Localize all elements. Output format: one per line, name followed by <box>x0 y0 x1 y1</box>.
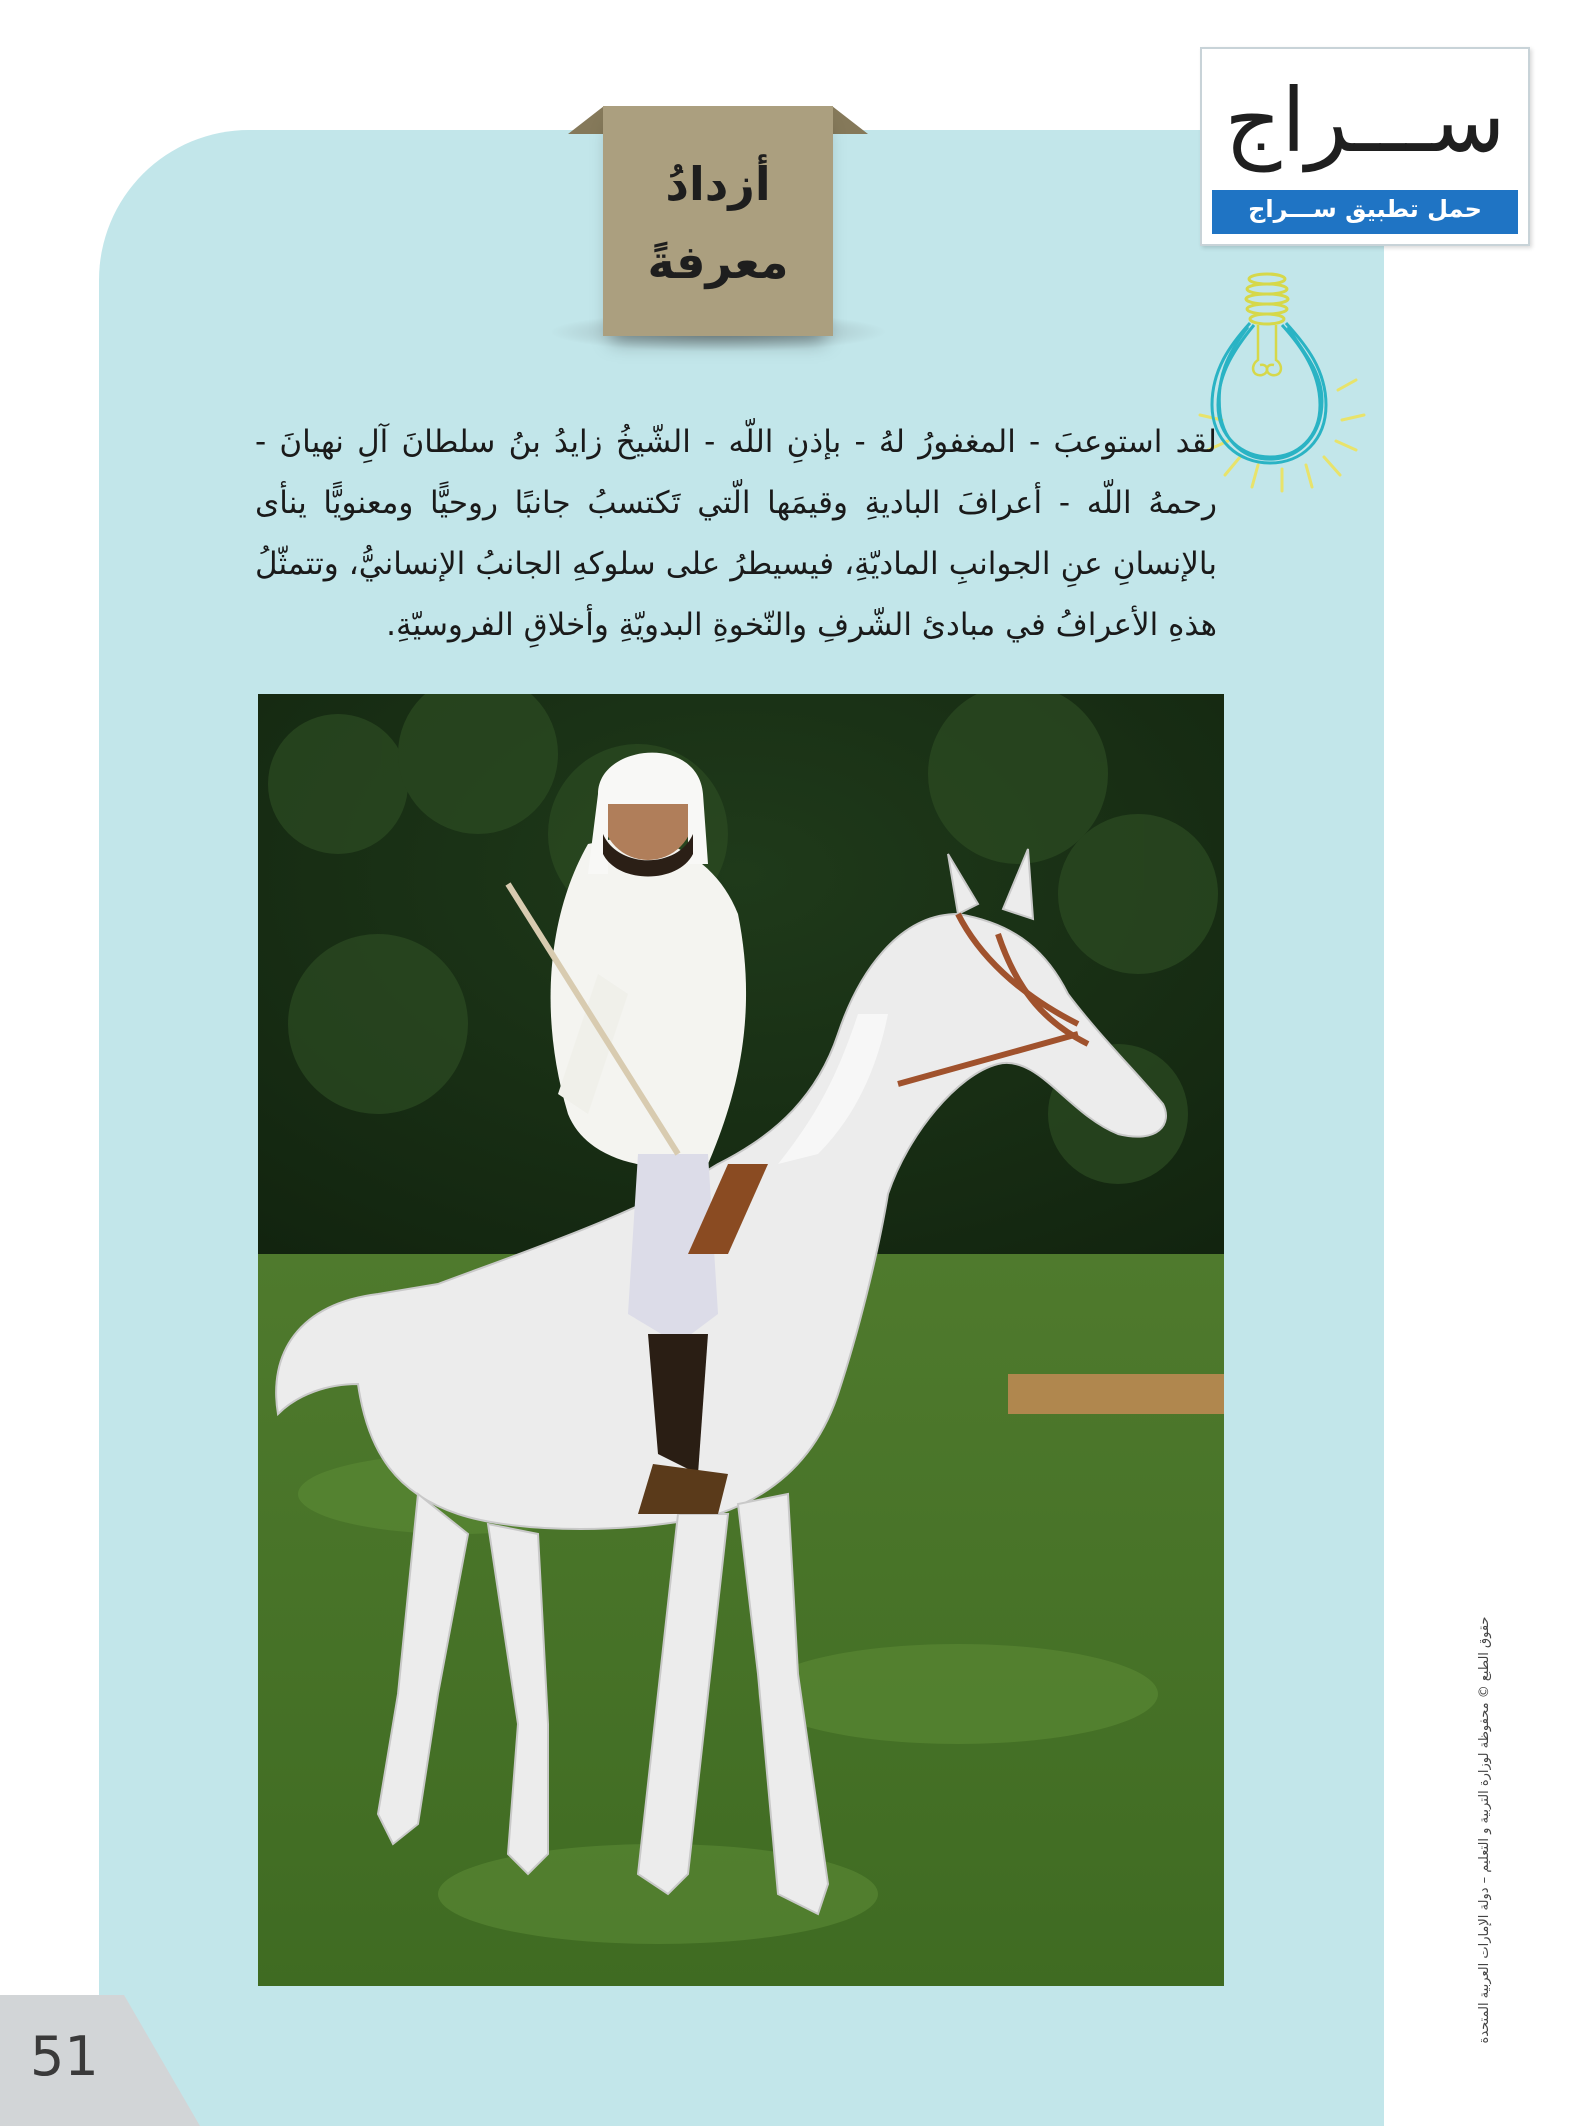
siraj-logo-tagline: حمل تطبيق ســـراج <box>1248 195 1482 223</box>
banner-fold-left <box>568 106 604 134</box>
copyright-text: حقوق الطبع © محفوظة لوزارة التربية و التعليم – دولة الإمارات العربية المتحدة <box>1477 1616 1492 2044</box>
section-title-line1: أزدادُ <box>665 157 771 211</box>
copyright-note <box>1477 1580 1493 2080</box>
page-number: 51 <box>30 2025 99 2088</box>
siraj-logo[interactable] <box>1200 47 1530 246</box>
lightbulb-icon <box>1190 265 1370 515</box>
siraj-logo-word: ســـراج <box>1224 69 1506 172</box>
body-paragraph: لقد استوعبَ - المغفورُ لهُ - بإذنِ اللّه - الشّيخُ زايدُ بنُ سلطانَ آلِ نهيانَ - رحمهُ اللّه - أعرافَ الباديةِ وقيمَها الّتي تَكتسبُ جانبًا روحيًّا ومعنويًّا ينأى بالإنسانِ عنِ الجوانبِ الماديّةِ، فيسيطرُ على سلوكهِ الجانبُ الإنسانيُّ، وتتمثّلُ هذهِ الأعرافُ في مبادئ الشّرفِ والنّخوةِ البدويّةِ وأخلاقِ الفروسيّةِ. <box>255 424 1217 643</box>
section-title <box>603 145 833 301</box>
photo-sheikh-zayed-on-horse <box>258 694 1224 1986</box>
banner-fold-right <box>832 106 868 134</box>
section-title-line2: معرفةً <box>647 235 789 289</box>
